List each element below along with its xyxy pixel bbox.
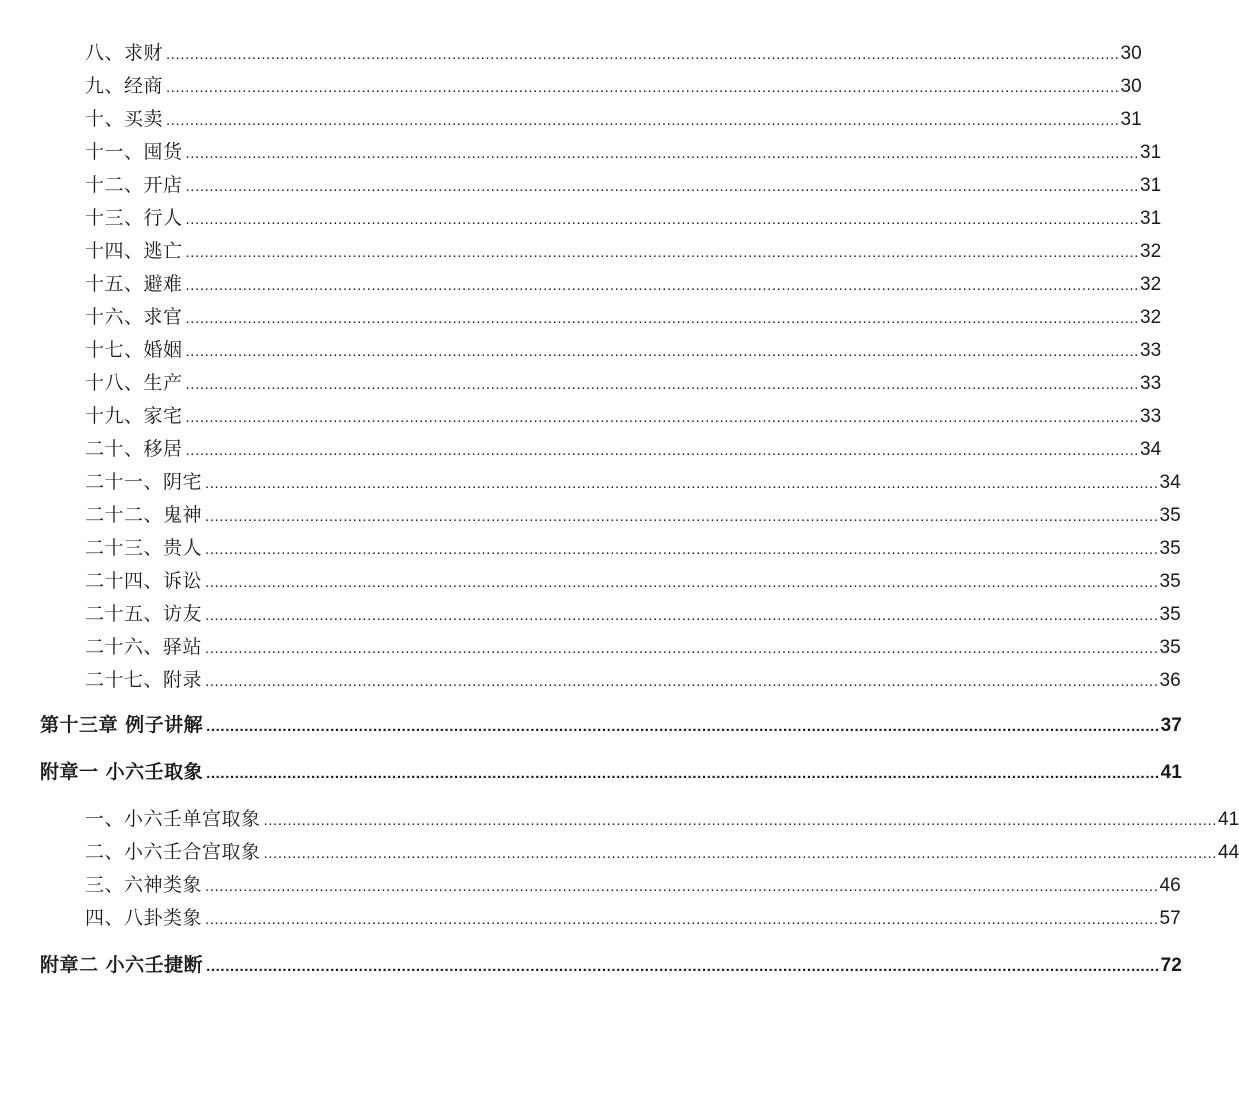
toc-entry[interactable] [85, 870, 1181, 897]
toc-page-number: 36 [1159, 670, 1181, 691]
toc-entry[interactable] [85, 837, 1239, 864]
toc-page-number: 32 [1140, 274, 1162, 295]
toc-entry-title: 一、小六壬单宫取象 [85, 808, 261, 830]
toc-entry-title: 十七、婚姻 [85, 339, 183, 361]
toc-entry-title: 十二、开店 [85, 174, 183, 196]
toc-page-number: 37 [1160, 715, 1182, 736]
dot-leader: ........................................................................................................................................................................................................ [206, 718, 1160, 735]
toc-page-number: 34 [1140, 439, 1162, 460]
dot-leader: ........................................................................................................................................................................................................ [185, 409, 1140, 426]
dot-leader: ........................................................................................................................................................................................................ [185, 244, 1140, 261]
toc-entry-title: 十八、生产 [85, 372, 183, 394]
toc-entry-title: 十、买卖 [85, 108, 164, 130]
toc-chapter-title: 第十三章 例子讲解 [40, 714, 204, 736]
toc-entry[interactable] [85, 500, 1181, 527]
toc-entry[interactable] [85, 368, 1162, 395]
toc-entry-title: 二十四、诉讼 [85, 570, 203, 592]
toc-page-number: 31 [1140, 208, 1162, 229]
toc-entry-title: 九、经商 [85, 75, 164, 97]
toc-page-number: 32 [1140, 307, 1162, 328]
toc-page-number: 44 [1218, 842, 1239, 863]
dot-leader: ........................................................................................................................................................................................................ [205, 911, 1159, 928]
toc-chapter-entry[interactable] [40, 757, 1182, 784]
dot-leader: ........................................................................................................................................................................................................ [185, 277, 1140, 294]
toc-page-number: 72 [1160, 955, 1182, 976]
toc-page-number: 30 [1120, 76, 1142, 97]
toc-entry-title: 十一、囤货 [85, 141, 183, 163]
toc-entry-title: 二十二、鬼神 [85, 504, 203, 526]
dot-leader: ........................................................................................................................................................................................................ [263, 812, 1218, 829]
dot-leader: ........................................................................................................................................................................................................ [205, 574, 1159, 591]
toc-entry[interactable] [85, 71, 1142, 98]
toc-entry[interactable] [85, 632, 1181, 659]
toc-entry-title: 三、六神类象 [85, 874, 203, 896]
dot-leader: ........................................................................................................................................................................................................ [205, 878, 1159, 895]
toc-entry-title: 十四、逃亡 [85, 240, 183, 262]
toc-page-number: 57 [1159, 908, 1181, 929]
toc-entry[interactable] [85, 302, 1162, 329]
toc-entry-title: 十三、行人 [85, 207, 183, 229]
toc-entry[interactable] [85, 804, 1239, 831]
toc-entry-title: 二十五、访友 [85, 603, 203, 625]
toc-entry[interactable] [85, 401, 1162, 428]
dot-leader: ........................................................................................................................................................................................................ [166, 112, 1120, 129]
toc-entry-title: 二、小六壬合宫取象 [85, 841, 261, 863]
dot-leader: ........................................................................................................................................................................................................ [205, 640, 1159, 657]
dot-leader: ........................................................................................................................................................................................................ [185, 376, 1140, 393]
toc-entry-title: 二十三、贵人 [85, 537, 203, 559]
toc-entry[interactable] [85, 599, 1181, 626]
dot-leader: ........................................................................................................................................................................................................ [166, 46, 1120, 63]
toc-entry[interactable] [85, 335, 1162, 362]
toc-entry[interactable] [85, 566, 1181, 593]
toc-page-number: 33 [1140, 373, 1162, 394]
dot-leader: ........................................................................................................................................................................................................ [205, 541, 1159, 558]
dot-leader: ........................................................................................................................................................................................................ [185, 178, 1140, 195]
dot-leader: ........................................................................................................................................................................................................ [205, 607, 1159, 624]
toc-entry[interactable] [85, 533, 1181, 560]
toc-chapter-title: 附章二 小六壬捷断 [40, 954, 204, 976]
toc-entry[interactable] [85, 434, 1162, 461]
toc-entry-title: 十六、求官 [85, 306, 183, 328]
toc-page-number: 46 [1159, 875, 1181, 896]
dot-leader: ........................................................................................................................................................................................................ [206, 765, 1160, 782]
toc-entry[interactable] [85, 467, 1181, 494]
toc-entry[interactable] [85, 104, 1142, 131]
toc-entry[interactable] [85, 137, 1162, 164]
toc-page-number: 31 [1140, 142, 1162, 163]
toc-page-number: 33 [1140, 340, 1162, 361]
dot-leader: ........................................................................................................................................................................................................ [185, 211, 1140, 228]
dot-leader: ........................................................................................................................................................................................................ [185, 442, 1140, 459]
toc-entry-title: 二十、移居 [85, 438, 183, 460]
toc-chapter-title: 附章一 小六壬取象 [40, 761, 204, 783]
toc-page-number: 34 [1159, 472, 1181, 493]
toc-page-number: 41 [1160, 762, 1182, 783]
toc-entry-title: 八、求财 [85, 42, 164, 64]
dot-leader: ........................................................................................................................................................................................................ [205, 508, 1159, 525]
toc-page-number: 35 [1159, 571, 1181, 592]
toc-page-number: 31 [1140, 175, 1162, 196]
toc-page-number: 35 [1159, 538, 1181, 559]
toc-entry[interactable] [85, 665, 1181, 692]
toc-page-number: 32 [1140, 241, 1162, 262]
dot-leader: ........................................................................................................................................................................................................ [206, 958, 1160, 975]
toc-entry[interactable] [85, 203, 1162, 230]
dot-leader: ........................................................................................................................................................................................................ [166, 79, 1120, 96]
toc-entry-title: 四、八卦类象 [85, 907, 203, 929]
dot-leader: ........................................................................................................................................................................................................ [205, 475, 1159, 492]
dot-leader: ........................................................................................................................................................................................................ [263, 845, 1218, 862]
dot-leader: ........................................................................................................................................................................................................ [205, 673, 1159, 690]
toc-entry[interactable] [85, 38, 1142, 65]
toc-entry-title: 二十七、附录 [85, 669, 203, 691]
toc-page-number: 35 [1159, 604, 1181, 625]
toc-chapter-entry[interactable] [40, 950, 1182, 977]
toc-entry[interactable] [85, 269, 1162, 296]
dot-leader: ........................................................................................................................................................................................................ [185, 310, 1140, 327]
toc-entry-title: 二十六、驿站 [85, 636, 203, 658]
toc-chapter-entry[interactable] [40, 710, 1182, 737]
toc-entry[interactable] [85, 903, 1181, 930]
toc-entry-title: 十五、避难 [85, 273, 183, 295]
dot-leader: ........................................................................................................................................................................................................ [185, 145, 1140, 162]
toc-page-number: 35 [1159, 505, 1181, 526]
toc-entry-title: 二十一、阴宅 [85, 471, 203, 493]
toc-page-number: 31 [1120, 109, 1142, 130]
dot-leader: ........................................................................................................................................................................................................ [185, 343, 1140, 360]
toc-page-number: 35 [1159, 637, 1181, 658]
toc-page-number: 41 [1218, 809, 1239, 830]
toc-page-number: 30 [1120, 43, 1142, 64]
toc-page-number: 33 [1140, 406, 1162, 427]
toc-entry[interactable] [85, 170, 1162, 197]
toc-entry-title: 十九、家宅 [85, 405, 183, 427]
toc-entry[interactable] [85, 236, 1162, 263]
